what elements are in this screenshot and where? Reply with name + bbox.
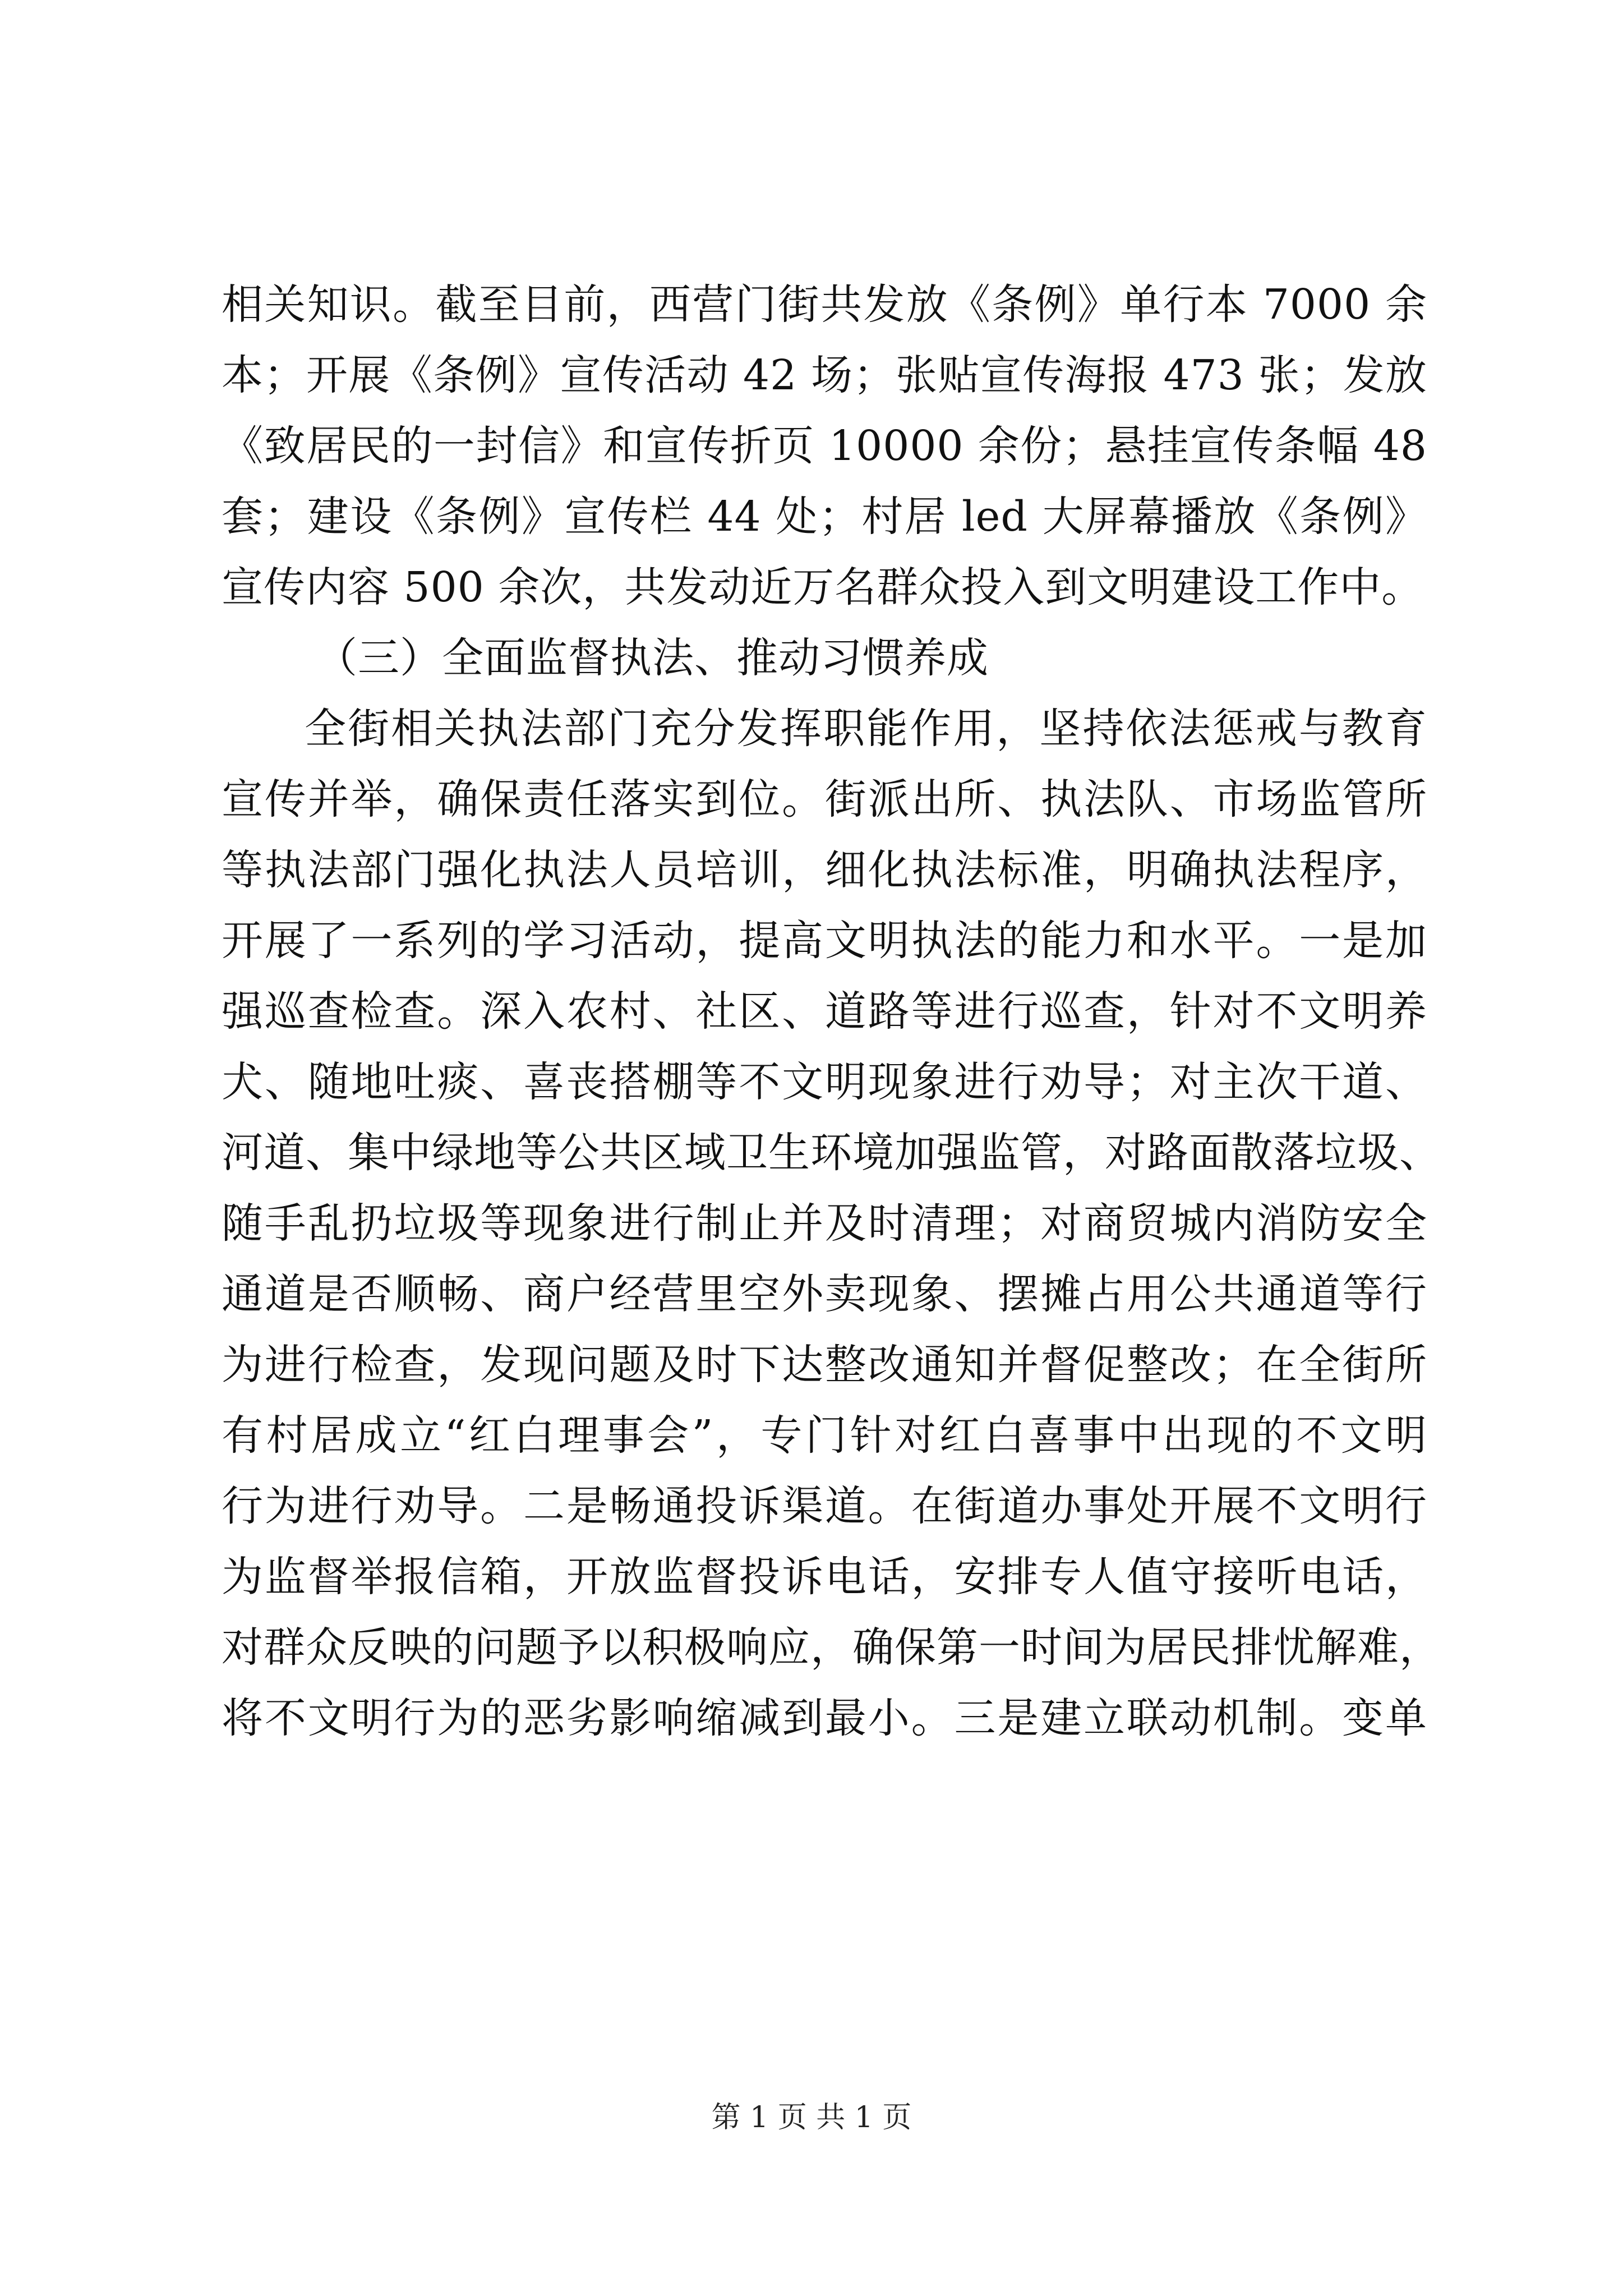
paragraph-line-10: 开展了一系列的学习活动，提高文明执法的能力和水平。一是加 (222, 917, 1427, 965)
paragraph-line-16: 为进行检查，发现问题及时下达整改通知并督促整改；在全街所 (222, 1341, 1427, 1389)
paragraph-line-19: 为监督举报信箱，开放监督投诉电话，安排专人值守接听电话， (222, 1553, 1427, 1601)
paragraph-line-9: 等执法部门强化执法人员培训，细化执法标准，明确执法程序， (222, 846, 1427, 894)
paragraph-line-21: 将不文明行为的恶劣影响缩减到最小。三是建立联动机制。变单 (222, 1694, 1427, 1742)
paragraph-line-8: 宣传并举，确保责任落实到位。街派出所、执法队、市场监管所 (222, 775, 1427, 823)
paragraph-line-13: 河道、集中绿地等公共区域卫生环境加强监管，对路面散落垃圾、 (222, 1129, 1441, 1177)
paragraph-line-17: 有村居成立“红白理事会”，专门针对红白喜事中出现的不文明 (222, 1411, 1427, 1460)
paragraph-line-15: 通道是否顺畅、商户经营里空外卖现象、摆摊占用公共通道等行 (222, 1270, 1427, 1318)
section-heading: （三）全面监督执法、推动习惯养成 (316, 634, 989, 682)
page-footer (0, 2098, 1623, 2137)
document-body (222, 269, 1441, 1754)
paragraph-line-20: 对群众反映的问题予以积极响应，确保第一时间为居民排忧解难， (222, 1623, 1441, 1672)
paragraph-line-14: 随手乱扔垃圾等现象进行制止并及时清理；对商贸城内消防安全 (222, 1199, 1427, 1248)
paragraph-line-7: 全街相关执法部门充分发挥职能作用，坚持依法惩戒与教育 (305, 705, 1427, 753)
paragraph-line-1: 相关知识。截至目前，西营门街共发放《条例》单行本 7000 余 (222, 280, 1427, 329)
page-number-label: 第 1 页 共 1 页 (711, 2101, 912, 2134)
paragraph-line-3: 《致居民的一封信》和宣传折页 10000 余份；悬挂宣传条幅 48 (222, 422, 1427, 470)
paragraph-line-5: 宣传内容 500 余次，共发动近万名群众投入到文明建设工作中。 (222, 563, 1424, 611)
paragraph-line-11: 强巡查检查。深入农村、社区、道路等进行巡查，针对不文明养 (222, 987, 1427, 1036)
paragraph-line-18: 行为进行劝导。二是畅通投诉渠道。在街道办事处开展不文明行 (222, 1482, 1427, 1530)
paragraph-line-12: 犬、随地吐痰、喜丧搭棚等不文明现象进行劝导；对主次干道、 (222, 1058, 1427, 1106)
paragraph-line-2: 本；开展《条例》宣传活动 42 场；张贴宣传海报 473 张；发放 (222, 351, 1427, 399)
paragraph-line-4: 套；建设《条例》宣传栏 44 处；村居 led 大屏幕播放《条例》 (222, 493, 1427, 541)
